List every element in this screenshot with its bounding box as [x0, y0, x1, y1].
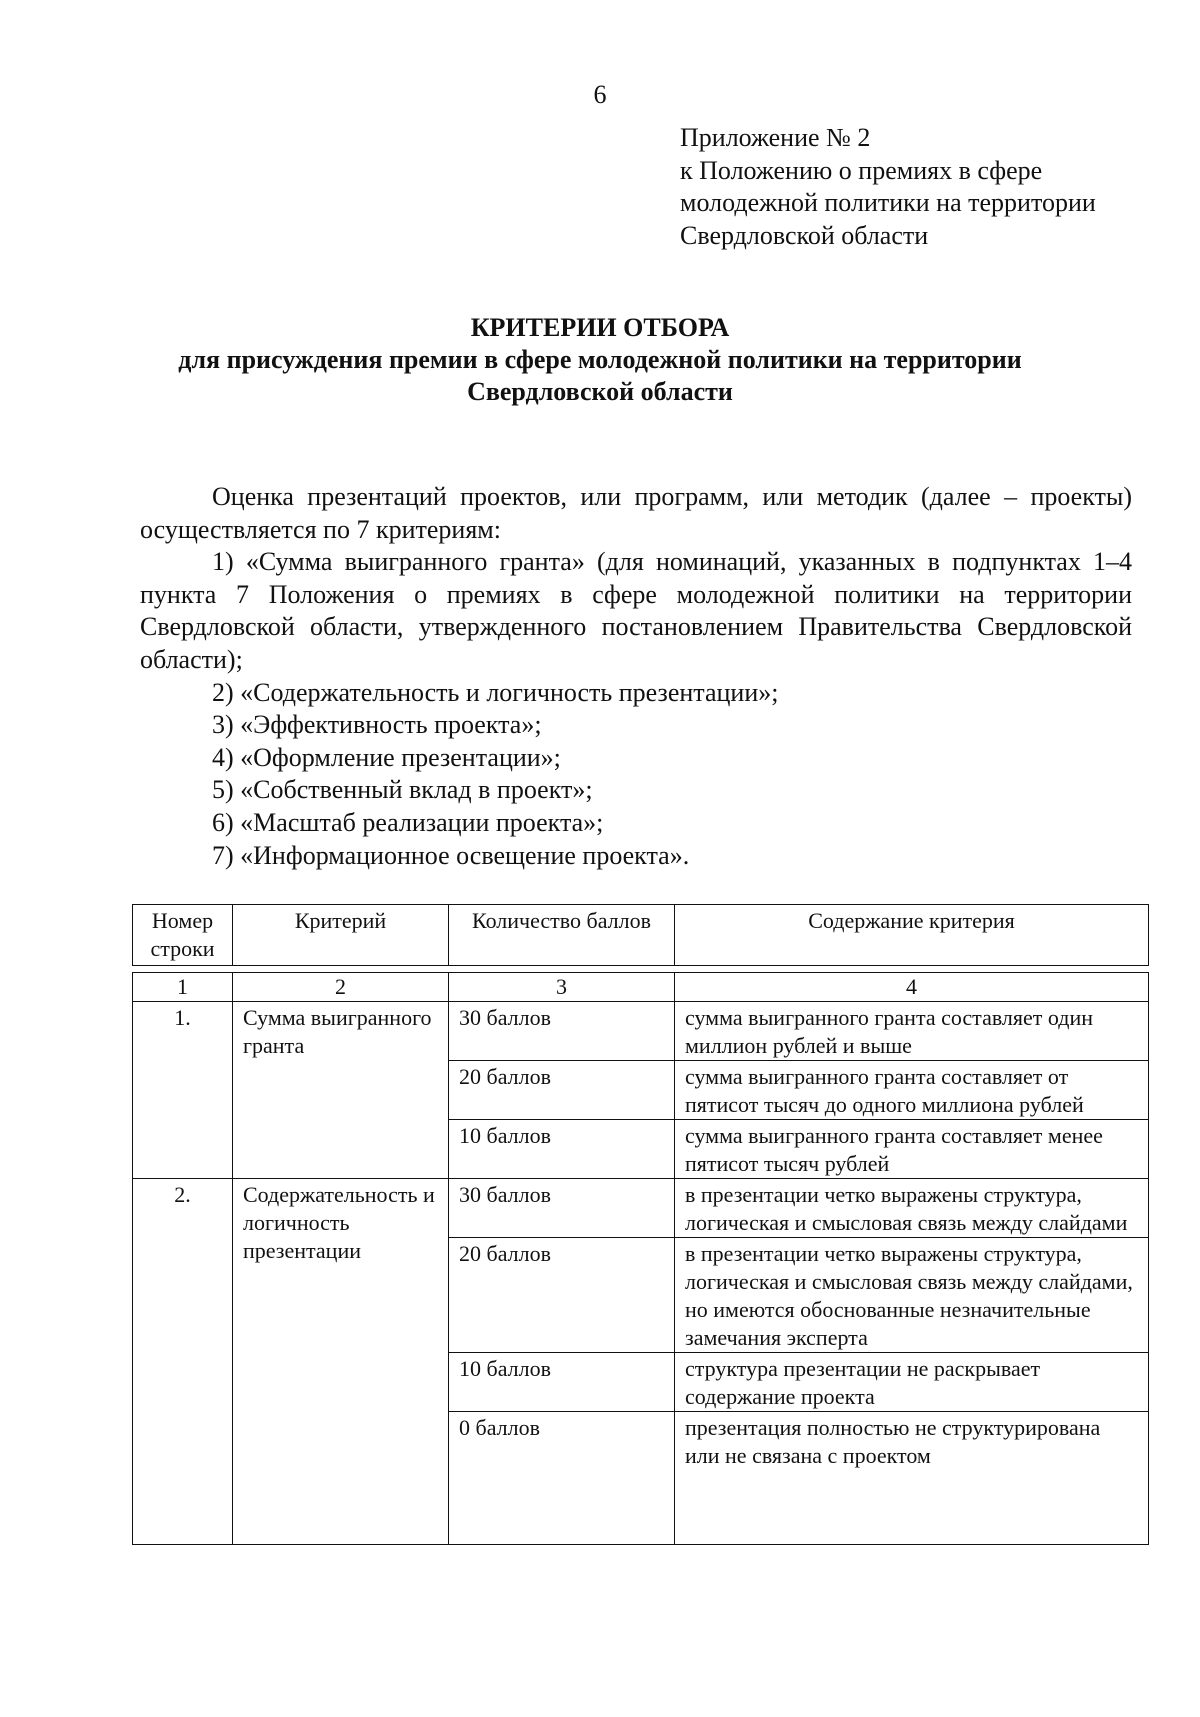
column-number: 1: [133, 973, 233, 1002]
appendix-line: Приложение № 2: [680, 123, 871, 152]
title-line: КРИТЕРИИ ОТБОРА: [470, 313, 730, 342]
row-number: 1.: [133, 1002, 233, 1179]
criteria-list-item: 2) «Содержательность и логичность презентации»;: [212, 677, 779, 707]
appendix-line: молодежной политики на территории: [680, 188, 1096, 217]
points-cell: 30 баллов: [449, 1179, 675, 1238]
points-cell: 20 баллов: [449, 1238, 675, 1353]
points-cell: 10 баллов: [449, 1120, 675, 1179]
table-spacer: [133, 966, 1149, 973]
description-cell: сумма выигранного гранта составляет от пятисот тысяч до одного миллиона рублей: [675, 1061, 1149, 1120]
criteria-list-item: 3) «Эффективность проекта»;: [212, 710, 542, 740]
column-number: 4: [675, 973, 1149, 1002]
header-points: Количество баллов: [449, 905, 675, 966]
table-row: [133, 1179, 1149, 1238]
subtitle-line: для присуждения премии в сфере молодежной политики на территории: [178, 345, 1022, 374]
criteria-list-item: 4) «Оформление презентации»;: [212, 742, 561, 772]
points-cell: 20 баллов: [449, 1061, 675, 1120]
description-cell: сумма выигранного гранта составляет менее пятисот тысяч рублей: [675, 1120, 1149, 1179]
points-cell: 0 баллов: [449, 1412, 675, 1545]
criterion-name: Содержательность и логичность презентации: [233, 1179, 449, 1545]
table-header-row: [133, 905, 1149, 966]
description-cell: презентация полностью не структурирована или не связана с проектом: [675, 1412, 1149, 1545]
body-text: [140, 481, 1132, 872]
criteria-list-item: 7) «Информационное освещение проекта».: [212, 840, 690, 870]
column-number-row: [133, 973, 1149, 1002]
criteria-list-item: 5) «Собственный вклад в проект»;: [212, 775, 593, 805]
description-cell: структура презентации не раскрывает содержание проекта: [675, 1353, 1149, 1412]
description-cell: в презентации четко выражены структура, логическая и смысловая связь между слайдами: [675, 1179, 1149, 1238]
appendix-line: к Положению о премиях в сфере: [680, 155, 1043, 185]
header-description: Содержание критерия: [675, 905, 1149, 966]
points-cell: 30 баллов: [449, 1002, 675, 1061]
header-row-number: Номер строки: [133, 905, 233, 966]
criteria-list-item: 6) «Масштаб реализации проекта»;: [212, 807, 604, 837]
table-row: [133, 1002, 1149, 1061]
criterion-name: Сумма выигранного гранта: [233, 1002, 449, 1179]
criteria-list-item: 1) «Сумма выигранного гранта» (для номинаций, указанных в подпунктах 1–4 пункта 7 Положения о премиях в сфере молодежной политики на территории Свердловской области, утвержденного постановлением Правительства Свердловской области);: [140, 547, 1132, 674]
row-number: 2.: [133, 1179, 233, 1545]
column-number: 3: [449, 973, 675, 1002]
document-title: [0, 312, 1200, 408]
points-cell: 10 баллов: [449, 1353, 675, 1412]
intro-paragraph: Оценка презентаций проектов, или программ, или методик (далее – проекты) осуществляется по 7 критериям:: [140, 482, 1132, 544]
page-number: 6: [593, 80, 607, 109]
header-criterion: Критерий: [233, 905, 449, 966]
criteria-table: [132, 904, 1149, 1545]
subtitle-line: Свердловской области: [467, 377, 733, 406]
appendix-note: [680, 122, 1150, 252]
description-cell: в презентации четко выражены структура, логическая и смысловая связь между слайдами, но имеются обоснованные незначительные замечания эксперта: [675, 1238, 1149, 1353]
appendix-line: Свердловской области: [680, 220, 929, 250]
column-number: 2: [233, 973, 449, 1002]
description-cell: сумма выигранного гранта составляет один миллион рублей и выше: [675, 1002, 1149, 1061]
